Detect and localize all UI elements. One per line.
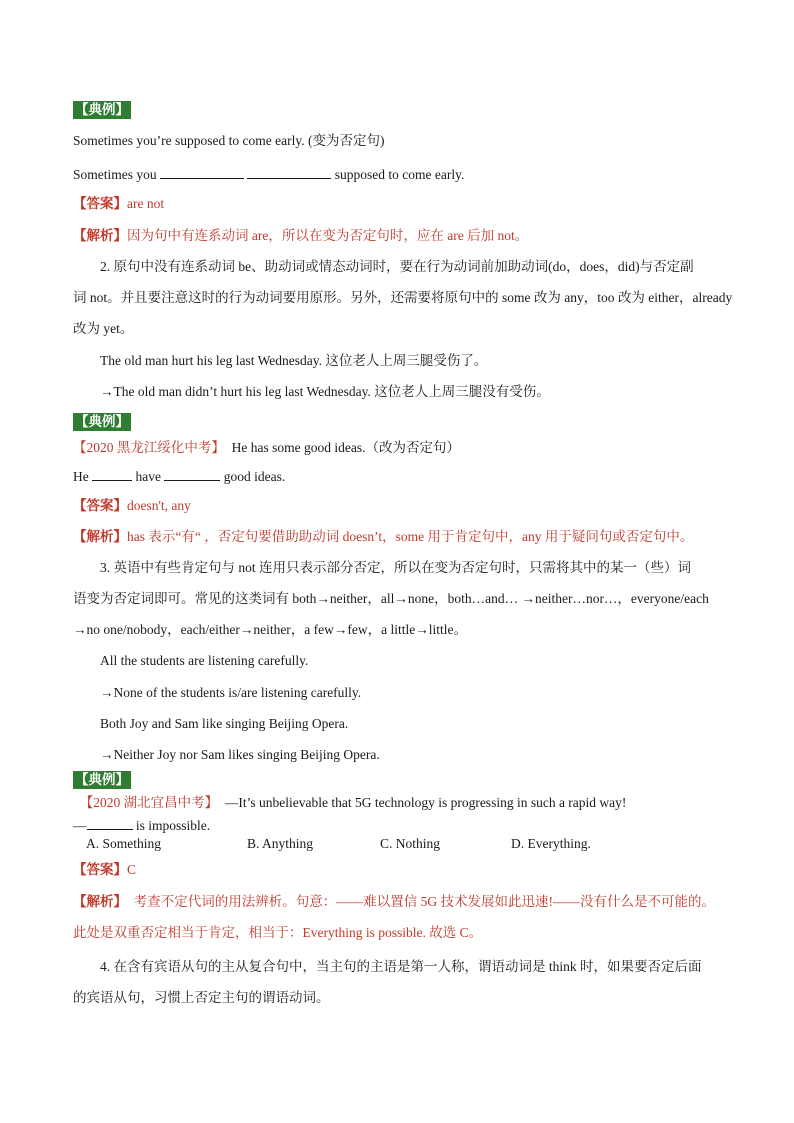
example-tag: 【典例】: [75, 772, 129, 787]
example-2-answer: [73, 497, 191, 515]
rule-4-line-2: 的宾语从句，习惯上否定主句的谓语动词。: [73, 990, 330, 1005]
example-1-fill-line: [73, 164, 464, 184]
dash: —: [73, 818, 87, 833]
analysis-tag: 【解析】: [73, 529, 127, 544]
source-tag: 【2020 黑龙江绥化中考】: [73, 440, 225, 455]
example-1-analysis: [73, 227, 528, 245]
example-1-answer: [73, 195, 164, 213]
answer-text: doesn't, any: [127, 498, 191, 513]
fill-text-after: supposed to come early.: [334, 167, 465, 182]
rule-2-example-negative: [100, 383, 550, 401]
option-c[interactable]: C. Nothing: [380, 836, 441, 851]
rule-2-line-2: 词 not。并且要注意这时的行为动词要用原形。另外，还需要将原句中的 some 改为 any，too 改为 either，already: [73, 290, 733, 305]
answer-blank-2[interactable]: [164, 466, 220, 481]
analysis-text: 因为句中有连系动词 are，所以在变为否定句时，应在 are 后加 not。: [127, 228, 529, 243]
example-3-question: [73, 794, 626, 812]
example-3-answer: [73, 861, 136, 879]
analysis-tag: 【解析】: [73, 894, 127, 909]
example-2-analysis: [73, 528, 693, 546]
rule-4-line-1: 4. 在含有宾语从句的主从复合句中，当主句的主语是第一人称，谓语动词是 think 时，如果要否定后面: [100, 959, 702, 974]
arrow-icon: →: [100, 384, 114, 399]
example-3-reply: [73, 815, 210, 835]
answer-tag: 【答案】: [73, 196, 127, 211]
rule-2-line-1: 2. 原句中没有连系动词 be、助动词或情态动词时，要在行为动词前加助动词(do，does，did)与否定副: [100, 259, 694, 274]
rule-3-example-b: Both Joy and Sam like singing Beijing Opera.: [100, 716, 349, 731]
negative-sentence: None of the students is/are listening carefully.: [113, 685, 362, 700]
fill-text-c: good ideas.: [223, 469, 286, 484]
option-a[interactable]: A. Something: [86, 836, 162, 851]
rule-2-example: The old man hurt his leg last Wednesday. 这位老人上周三腿受伤了。: [100, 353, 488, 368]
rule-3-line-1: 3. 英语中有些肯定句与 not 连用只表示部分否定，所以在变为否定句时，只需将其中的某一（些）词: [100, 560, 691, 575]
fill-text-a: He: [73, 469, 89, 484]
rule-3-example-a-negative: [100, 684, 361, 702]
example-1-question: Sometimes you’re supposed to come early. (变为否定句): [73, 133, 385, 148]
fill-text-before: Sometimes you: [73, 167, 157, 182]
fill-text-b: have: [135, 469, 161, 484]
answer-text: are not: [127, 196, 165, 211]
arrow-icon: →: [100, 747, 114, 762]
rule-3-example-b-negative: [100, 746, 380, 764]
example-3-heading: [73, 771, 131, 789]
answer-blank[interactable]: [87, 815, 133, 830]
answer-blank-2[interactable]: [247, 164, 331, 179]
source-tag: 【2020 湖北宜昌中考】: [79, 795, 219, 810]
question-text: He has some good ideas.（改为否定句）: [231, 440, 460, 455]
reply-text: is impossible.: [135, 818, 211, 833]
question-text: —It’s unbelievable that 5G technology is progressing in such a rapid way!: [224, 795, 627, 810]
negative-sentence: Neither Joy nor Sam likes singing Beijing Opera.: [113, 747, 380, 762]
rule-3-example-a: All the students are listening carefully.: [100, 653, 309, 668]
example-tag: 【典例】: [75, 414, 129, 429]
analysis-text: has 表示“有“ ，否定句要借助助动词 doesn’t，some 用于肯定句中，any 用于疑问句或否定句中。: [127, 529, 694, 544]
example-3-analysis-2: [73, 924, 482, 942]
example-2-heading: [73, 413, 131, 431]
rule-3-line-3: →no one/nobody，each/either→neither，a few→few，a little→little。: [73, 622, 468, 637]
arrow-icon: →: [100, 685, 114, 700]
answer-tag: 【答案】: [73, 498, 127, 513]
option-d[interactable]: D. Everything.: [511, 836, 591, 851]
example-1-heading: [73, 101, 131, 119]
answer-tag: 【答案】: [73, 862, 127, 877]
answer-blank-1[interactable]: [92, 466, 132, 481]
analysis-text: 考查不定代词的用法辨析。句意：——难以置信 5G 技术发展如此迅速!——没有什么是不可能的。: [133, 894, 715, 909]
rule-2-line-3: 改为 yet。: [73, 321, 134, 336]
analysis-text: 此处是双重否定相当于肯定，相当于：Everything is possible. 故选 C。: [73, 925, 483, 940]
option-b[interactable]: B. Anything: [247, 836, 314, 851]
negative-sentence: The old man didn’t hurt his leg last Wednesday. 这位老人上周三腿没有受伤。: [113, 384, 550, 399]
example-2-question: [73, 439, 460, 457]
rule-3-line-2: 语变为否定词即可。常见的这类词有 both→neither，all→none，both…and… →neither…nor…，everyone/each: [73, 591, 709, 606]
answer-blank-1[interactable]: [160, 164, 244, 179]
analysis-tag: 【解析】: [73, 228, 127, 243]
example-tag: 【典例】: [75, 102, 129, 117]
answer-text: C: [127, 862, 137, 877]
example-2-fill-line: [73, 466, 285, 486]
example-3-analysis-1: [73, 893, 715, 911]
